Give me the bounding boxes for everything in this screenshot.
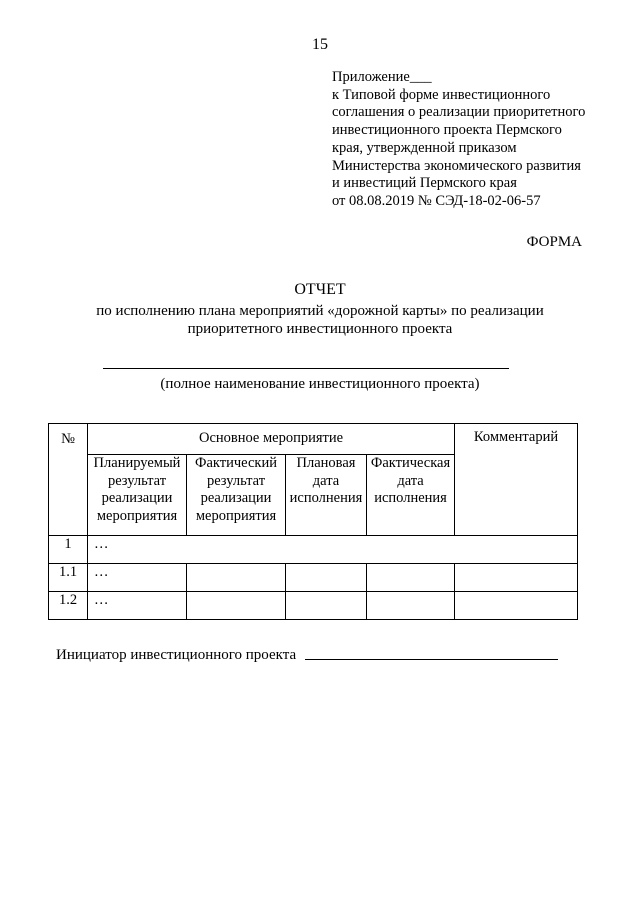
project-name-caption: (полное наименование инвестиционного проекта) (160, 376, 480, 392)
row-activity: … (88, 592, 187, 620)
row-number: 1 (49, 536, 88, 564)
report-subtitle-line: по исполнению плана мероприятий «дорожной карты» по реализации (96, 303, 544, 319)
row-cell (187, 592, 286, 620)
table-row (49, 592, 578, 620)
appendix-line: края, утвержденной приказом (332, 139, 517, 156)
header-number: № (49, 424, 88, 536)
header-comment: Комментарий (455, 424, 578, 536)
appendix-note (332, 69, 622, 211)
row-cell (286, 564, 367, 592)
row-activity: … (88, 536, 578, 564)
report-subtitle (40, 302, 600, 338)
row-number: 1.1 (49, 564, 88, 592)
table-row (49, 536, 578, 564)
project-name-line (103, 368, 509, 369)
row-cell (367, 592, 455, 620)
header-actual-date: Фактическая дата исполнения (367, 455, 455, 536)
appendix-line: соглашения о реализации приоритетного (332, 104, 586, 121)
appendix-line: к Типовой форме инвестиционного (332, 86, 551, 103)
appendix-line: инвестиционного проекта Пермского (332, 122, 562, 139)
appendix-line: и инвестиций Пермского края (332, 175, 517, 192)
row-cell (187, 564, 286, 592)
header-planned-result: Планируемый результат реализации мероприятия (88, 455, 187, 536)
appendix-line: Министерства экономического развития (332, 157, 581, 174)
row-activity: … (88, 564, 187, 592)
row-cell (455, 592, 578, 620)
row-cell (286, 592, 367, 620)
row-number: 1.2 (49, 592, 88, 620)
appendix-line: от 08.08.2019 № СЭД-18-02-06-57 (332, 192, 541, 209)
report-title: ОТЧЕТ (294, 281, 346, 298)
table-row (49, 564, 578, 592)
row-cell (367, 564, 455, 592)
page-number: 15 (312, 36, 328, 53)
initiator-signature-line (305, 659, 558, 660)
header-actual-result: Фактический результат реализации мероприятия (187, 455, 286, 536)
roadmap-table (48, 423, 578, 620)
header-main-activity: Основное мероприятие (88, 424, 455, 455)
appendix-line: Приложение___ (332, 69, 432, 85)
header-planned-date: Плановая дата исполнения (286, 455, 367, 536)
form-label: ФОРМА (526, 234, 582, 250)
initiator-label: Инициатор инвестиционного проекта (56, 647, 297, 663)
report-subtitle-line: приоритетного инвестиционного проекта (187, 321, 453, 337)
row-cell (455, 564, 578, 592)
